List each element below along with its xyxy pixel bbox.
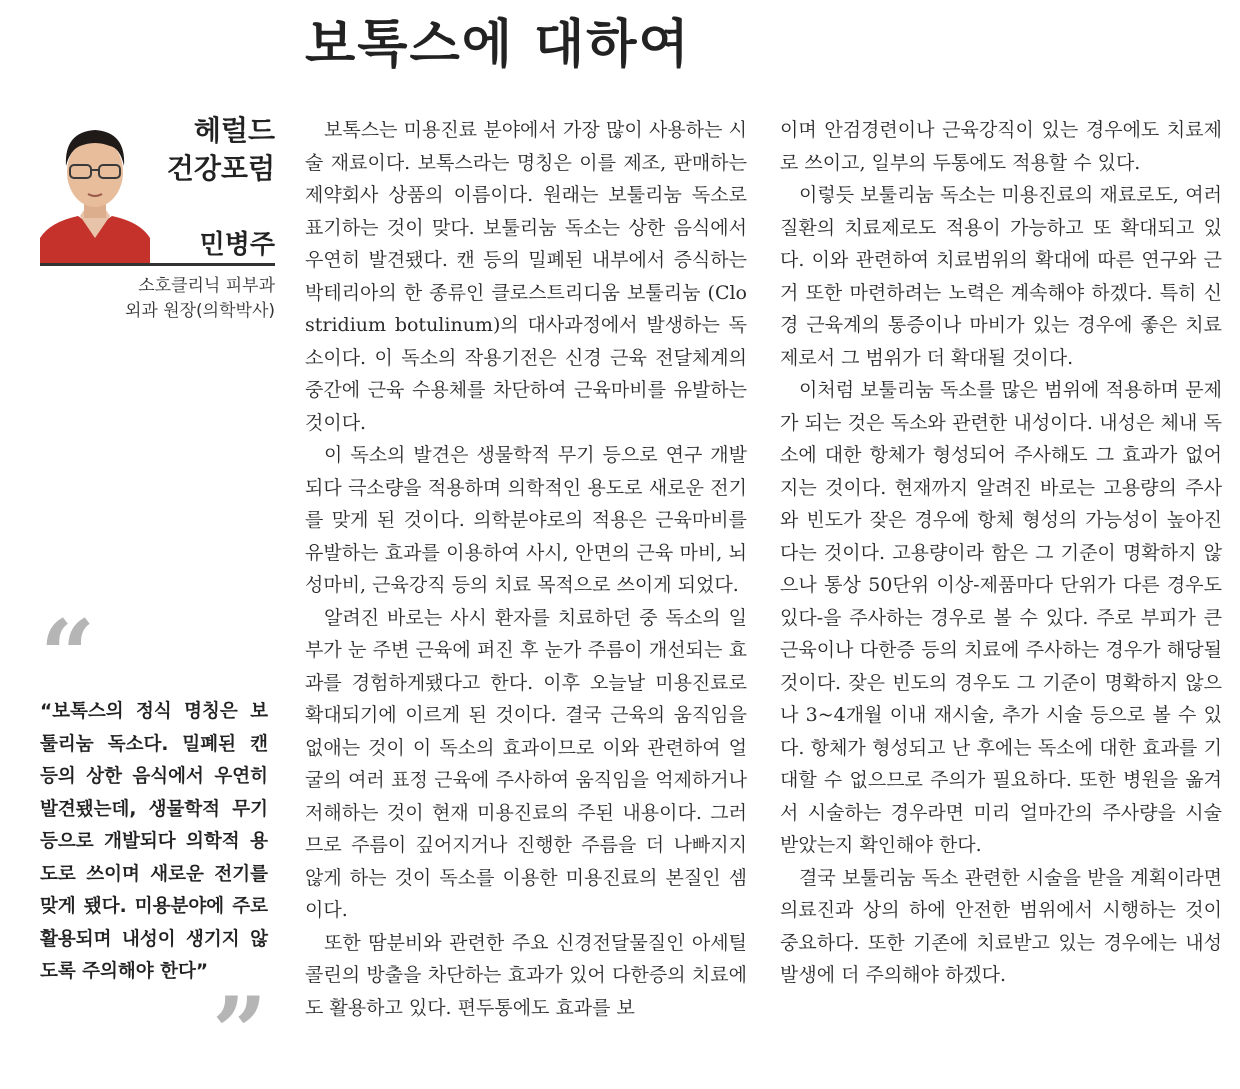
paragraph: 이처럼 보툴리눔 독소를 많은 범위에 적용하며 문제가 되는 것은 독소와 관련한 내성이다. 내성은 체내 독소에 대한 항체가 형성되어 주사해도 그 효과가 없어지는 것이다. 현재까지 알려진 바로는 고용량의 주사와 빈도가 잦은 경우에 항체 형성의 가능성이 높아진다는 것이다. 고용량이라 함은 그 기준이 명확하지 않으나 통상 50단위 이상-제품마다 단위가 다른 경우도 있다-을 주사하는 경우로 볼 수 있다. 주로 부피가 큰 근육이나 다한증 등의 치료에 주사하는 경우가 해당될 것이다. 잦은 빈도의 경우도 그 기준이 명확하지 않으나 3~4개월 이내 재시술, 추가 시술 등으로 볼 수 있다. 항체가 형성되고 난 후에는 독소에 대한 효과를 기대할 수 없으므로 주의가 필요하다. 또한 병원을 옮겨서 시술하는 경우라면 미리 얼마간의 주사량을 시술 받았는지 확인해야 한다.: [780, 379, 1222, 856]
open-quote-icon: “: [40, 599, 96, 712]
forum-title: [167, 112, 275, 188]
author-title-line1: 소호클리닉 피부과: [138, 276, 275, 296]
paragraph: 이렇듯 보툴리눔 독소는 미용진료의 재료로도, 여러 질환의 치료제로도 적용이 가능하고 또 확대되고 있다. 이와 관련하여 치료범위의 확대에 따른 연구와 근거 또한 마련하려는 노력은 계속해야 하겠다. 특히 신경 근육계의 통증이나 마비가 있는 경우에 좋은 치료제로서 그 범위가 더 확대될 것이다.: [780, 184, 1222, 369]
close-quote-icon: ”: [212, 976, 268, 1089]
article-column-2: [780, 114, 1222, 1054]
paragraph: 결국 보툴리눔 독소 관련한 시술을 받을 계획이라면 의료진과 상의 하에 안전한 범위에서 시행하는 것이 중요하다. 또한 기존에 치료받고 있는 경우에는 내성 발생에 더 주의해야 하겠다.: [780, 866, 1222, 986]
paragraph: 알려진 바로는 사시 환자를 치료하던 중 독소의 일부가 눈 주변 근육에 퍼진 후 눈가 주름이 개선되는 효과를 경험하게됐다고 한다. 이후 오늘날 미용진료로 확대되기에 이르게 된 것이다. 결국 근육의 움직임을 없애는 것이 이 독소의 효과이므로 이와 관련하여 얼굴의 여러 표정 근육에 주사하여 움직임을 억제하거나 저해하는 것이 현재 미용진료의 주된 내용이다. 그러므로 주름이 깊어지거나 진행한 주름을 더 나빠지지 않게 하는 것이 독소를 이용한 미용진료의 본질인 셈이다.: [305, 606, 747, 921]
article-column-1: [305, 114, 747, 1054]
divider: [40, 263, 275, 266]
paragraph-continued: 이며 안검경련이나 근육강직이 있는 경우에도 치료제로 쓰이고, 일부의 두통에도 적용할 수 있다.: [780, 119, 1222, 174]
paragraph: 이 독소의 발견은 생물학적 무기 등으로 연구 개발되다 극소량을 적용하며 의학적인 용도로 새로운 전기를 맞게 된 것이다. 의학분야로의 적용은 근육마비를 유발하는 효과를 이용하여 사시, 안면의 근육 마비, 뇌성마비, 근육강직 등의 치료 목적으로 쓰이게 되었다.: [305, 444, 747, 596]
paragraph: 또한 땀분비와 관련한 주요 신경전달물질인 아세틸콜린의 방출을 차단하는 효과가 있어 다한증의 치료에도 활용하고 있다. 편두통에도 효과를 보: [305, 931, 747, 1019]
author-title-line2: 외과 원장(의학박사): [124, 301, 275, 321]
author-photo: [40, 110, 150, 265]
forum-title-line1: 헤럴드: [193, 114, 275, 147]
headline: 보톡스에 대하여: [305, 15, 691, 75]
forum-title-line2: 건강포럼: [166, 152, 275, 185]
pull-quote: “보톡스의 정식 명칭은 보툴리눔 독소다. 밀폐된 캔 등의 상한 음식에서 우연히 발견됐는데, 생물학적 무기 등으로 개발되다 의학적 용도로 쓰이며 새로운 전기를 맞게 됐다. 미용분야에 주로 활용되며 내성이 생기지 않도록 주의해야 한다”: [40, 701, 268, 982]
author-name: 민병주: [199, 230, 275, 260]
paragraph: 보톡스는 미용진료 분야에서 가장 많이 사용하는 시술 재료이다. 보톡스라는 명칭은 이를 제조, 판매하는 제약회사 상품의 이름이다. 원래는 보툴리눔 독소로 표기하는 것이 맞다. 보툴리눔 독소는 상한 음식에서 우연히 발견됐다. 캔 등의 밀폐된 내부에서 증식하는 박테리아의 한 종류인 클로스트리디움 보툴리눔 (Clostridium botulinum)의 대사과정에서 발생하는 독소이다. 이 독소의 작용기전은 신경 근육 전달체계의 중간에 근육 수용체를 차단하여 근육마비를 유발하는 것이다.: [305, 119, 747, 434]
author-title: [125, 274, 275, 324]
